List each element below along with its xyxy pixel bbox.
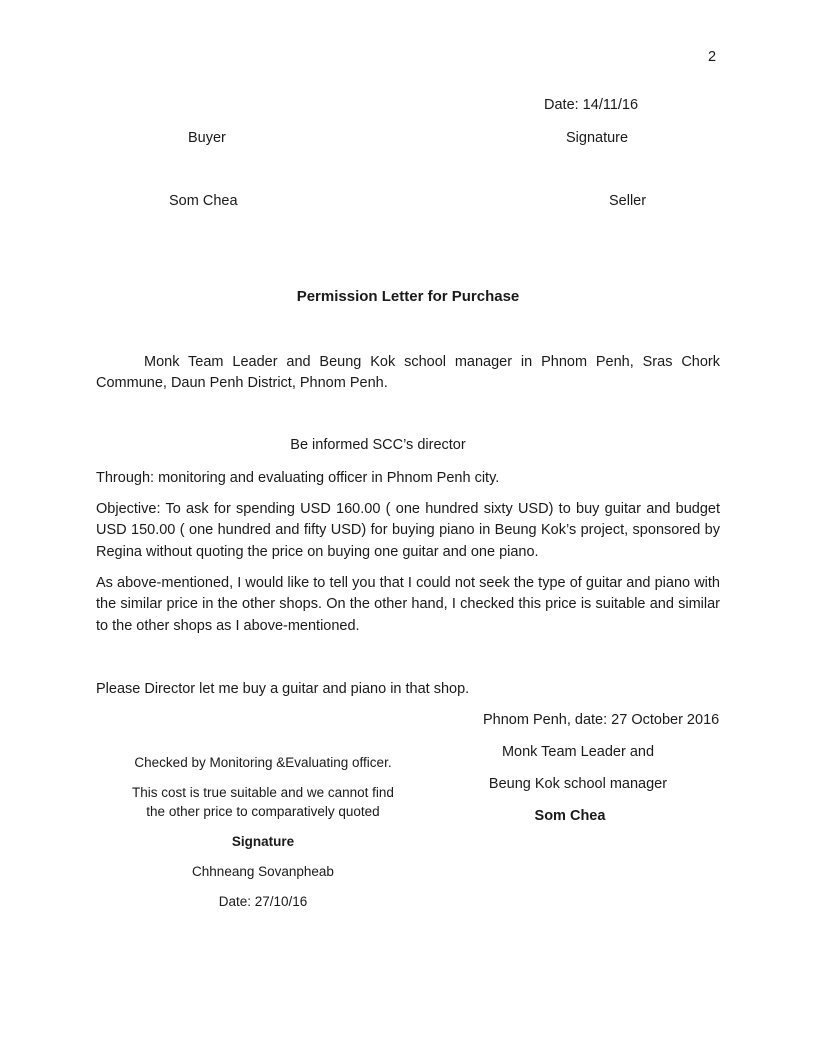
buyer-name: Som Chea: [169, 193, 238, 209]
checked-by-line: Checked by Monitoring &Evaluating officer.: [134, 755, 392, 770]
body-paragraph: As above-mentioned, I would like to tell you that I could not seek the type of guitar and piano with the similar price in the other shops. On the other hand, I checked this price is suitable and similar to the other shops as I above-mentioned.: [96, 575, 720, 634]
sender-name: Som Chea: [534, 808, 606, 824]
checker-note-line1: This cost is true suitable and we cannot find: [132, 785, 394, 800]
sender-role-line1: Monk Team Leader and: [501, 744, 655, 760]
objective-paragraph: Objective: To ask for spending USD 160.00 ( one hundred sixty USD) to buy guitar and budget USD 150.00 ( one hundred and fifty USD) for buying piano in Beung Kok’s project, sponsored by Regina without quoting the price on buying one guitar and one piano.: [96, 501, 720, 560]
checker-date: Date: 27/10/16: [218, 894, 308, 909]
salutation: Be informed SCC’s director: [290, 437, 466, 453]
intro-paragraph: Monk Team Leader and Beung Kok school manager in Phnom Penh, Sras Chork Commune, Daun Penh District, Phnom Penh.: [96, 354, 720, 392]
through-line: Through: monitoring and evaluating officer in Phnom Penh city.: [96, 470, 500, 486]
checker-name: Chhneang Sovanpheab: [192, 864, 334, 879]
request-line: Please Director let me buy a guitar and piano in that shop.: [96, 681, 470, 697]
sender-role-line2: Beung Kok school manager: [488, 776, 668, 792]
sender-place-date: Phnom Penh, date: 27 October 2016: [483, 712, 720, 728]
header-date: Date: 14/11/16: [544, 97, 639, 113]
page-number: 2: [708, 49, 717, 65]
buyer-label: Buyer: [188, 130, 226, 146]
signature-label: Signature: [566, 130, 629, 146]
checker-note-line2: the other price to comparatively quoted: [146, 804, 380, 819]
seller-label: Seller: [609, 193, 647, 209]
letter-title: Permission Letter for Purchase: [296, 288, 520, 305]
checker-signature-label: Signature: [231, 834, 295, 849]
